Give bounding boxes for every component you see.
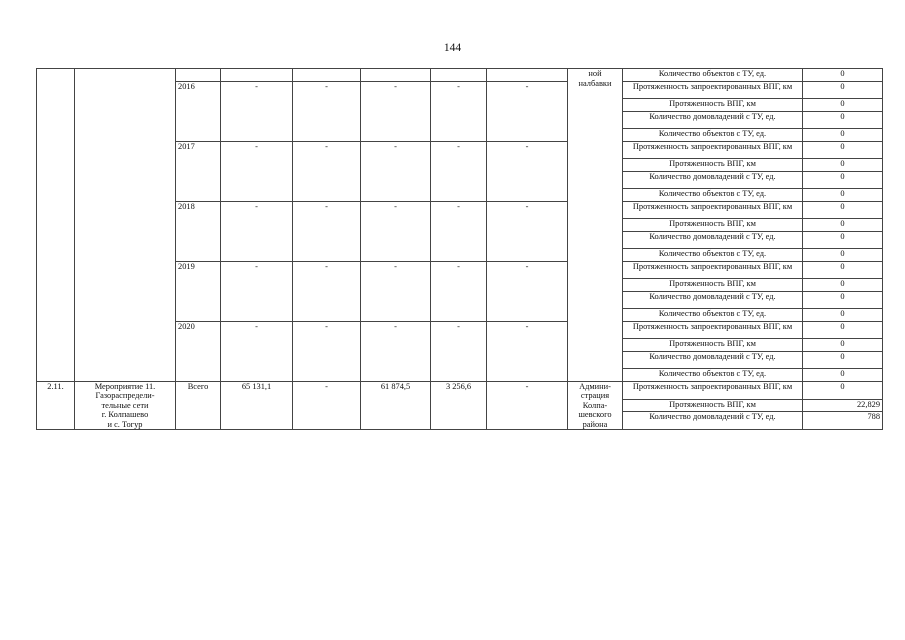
indicator-label: Протяженность ВПГ, км [623,399,803,412]
indicator-label: Протяженность ВПГ, км [623,99,803,112]
indicator-value: 0 [803,111,883,129]
indicator-label: Протяженность запроектированных ВПГ, км [623,141,803,159]
executor-line: ной [588,69,602,78]
dash-cell: - [221,261,293,321]
empty-cell [487,69,568,82]
funding-cell-4: 3 256,6 [431,381,487,430]
empty-cell [176,69,221,82]
measure-name-line: Газораспредели- [95,391,155,401]
indicator-label: Количество объектов с ТУ, ед. [623,129,803,142]
dash-cell: - [293,321,361,381]
executor-cell-line: района [582,419,608,429]
indicator-value: 0 [803,69,883,82]
executor-cell [568,381,623,430]
indicator-label: Протяженность ВПГ, км [623,279,803,292]
executor-cell-line: шевского [578,410,612,420]
dash-cell: - [293,141,361,201]
indicator-label: Количество объектов с ТУ, ед. [623,309,803,322]
measure-name-line: г. Колпашево [101,410,149,420]
empty-cell [431,69,487,82]
executor-cell-line: Колпа- [582,400,608,410]
empty-cell [221,69,293,82]
table-row [37,69,883,82]
indicator-value: 0 [803,279,883,292]
year-cell: 2020 [176,321,221,381]
year-cell: 2016 [176,81,221,141]
table-body [37,69,883,430]
measure-name [75,381,176,430]
dash-cell: - [293,201,361,261]
measure-number: 2.11. [37,381,75,430]
funding-cell-5: - [487,381,568,430]
dash-cell: - [487,201,568,261]
indicator-label: Количество объектов с ТУ, ед. [623,249,803,262]
indicator-label: Количество объектов с ТУ, ед. [623,189,803,202]
period-cell: Всего [176,381,221,430]
indicator-value: 0 [803,381,883,399]
indicator-label: Протяженность запроектированных ВПГ, км [623,381,803,399]
measure-name-line: и с. Тогур [107,419,143,429]
indicator-value: 0 [803,99,883,112]
indicator-label: Количество домовладений с ТУ, ед. [623,111,803,129]
indicator-label: Протяженность ВПГ, км [623,219,803,232]
executor-cell-continuation [568,69,623,382]
indicator-label: Количество домовладений с ТУ, ед. [623,231,803,249]
indicator-value: 0 [803,141,883,159]
year-cell: 2017 [176,141,221,201]
funding-cell-2: - [293,381,361,430]
name-cell-blank [75,69,176,382]
empty-cell [361,69,431,82]
indicator-value: 0 [803,189,883,202]
indicator-label: Количество домовладений с ТУ, ед. [623,171,803,189]
year-cell: 2018 [176,201,221,261]
dash-cell: - [487,141,568,201]
indicator-value: 0 [803,309,883,322]
indicator-value: 0 [803,219,883,232]
indicator-label: Протяженность запроектированных ВПГ, км [623,201,803,219]
indicator-label: Количество объектов с ТУ, ед. [623,369,803,382]
indicator-value: 0 [803,291,883,309]
indicator-value: 0 [803,171,883,189]
empty-cell [293,69,361,82]
dash-cell: - [361,261,431,321]
indicator-label: Количество домовладений с ТУ, ед. [623,351,803,369]
indicator-label: Протяженность запроектированных ВПГ, км [623,321,803,339]
page-number: 144 [443,42,462,54]
indicator-label: Протяженность ВПГ, км [623,339,803,352]
indicator-value: 0 [803,231,883,249]
dash-cell: - [361,201,431,261]
total-cell: 65 131,1 [221,381,293,430]
indicator-label: Протяженность запроектированных ВПГ, км [623,261,803,279]
indicator-value: 0 [803,351,883,369]
table-row [37,381,883,399]
indicator-value: 0 [803,201,883,219]
dash-cell: - [431,201,487,261]
indicator-label: Количество домовладений с ТУ, ед. [623,291,803,309]
indicator-label: Количество домовладений с ТУ, ед. [623,412,803,430]
number-cell-blank [37,69,75,382]
indicator-value: 0 [803,369,883,382]
year-cell: 2019 [176,261,221,321]
dash-cell: - [293,261,361,321]
dash-cell: - [361,321,431,381]
dash-cell: - [431,261,487,321]
dash-cell: - [487,81,568,141]
indicator-value: 22,829 [803,399,883,412]
indicator-value: 0 [803,261,883,279]
dash-cell: - [293,81,361,141]
indicator-value: 0 [803,129,883,142]
indicator-label: Протяженность ВПГ, км [623,159,803,172]
dash-cell: - [431,321,487,381]
executor-cell-line: Админи- [579,381,611,391]
funding-cell-3: 61 874,5 [361,381,431,430]
indicator-value: 0 [803,339,883,352]
dash-cell: - [487,321,568,381]
indicator-value: 788 [803,412,883,430]
indicator-label: Протяженность запроектированных ВПГ, км [623,81,803,99]
measure-name-line: Мероприятие 11. [94,381,156,391]
dash-cell: - [221,81,293,141]
dash-cell: - [431,81,487,141]
dash-cell: - [221,141,293,201]
indicator-value: 0 [803,321,883,339]
executor-line: налбавки [578,78,612,88]
executor-cell-line: страция [580,391,610,401]
dash-cell: - [221,321,293,381]
indicator-label: Количество объектов с ТУ, ед. [623,69,803,82]
indicator-value: 0 [803,159,883,172]
dash-cell: - [487,261,568,321]
dash-cell: - [361,141,431,201]
indicator-value: 0 [803,249,883,262]
program-table [36,68,883,430]
indicator-value: 0 [803,81,883,99]
measure-name-line: тельные сети [101,400,149,410]
dash-cell: - [361,81,431,141]
dash-cell: - [221,201,293,261]
dash-cell: - [431,141,487,201]
